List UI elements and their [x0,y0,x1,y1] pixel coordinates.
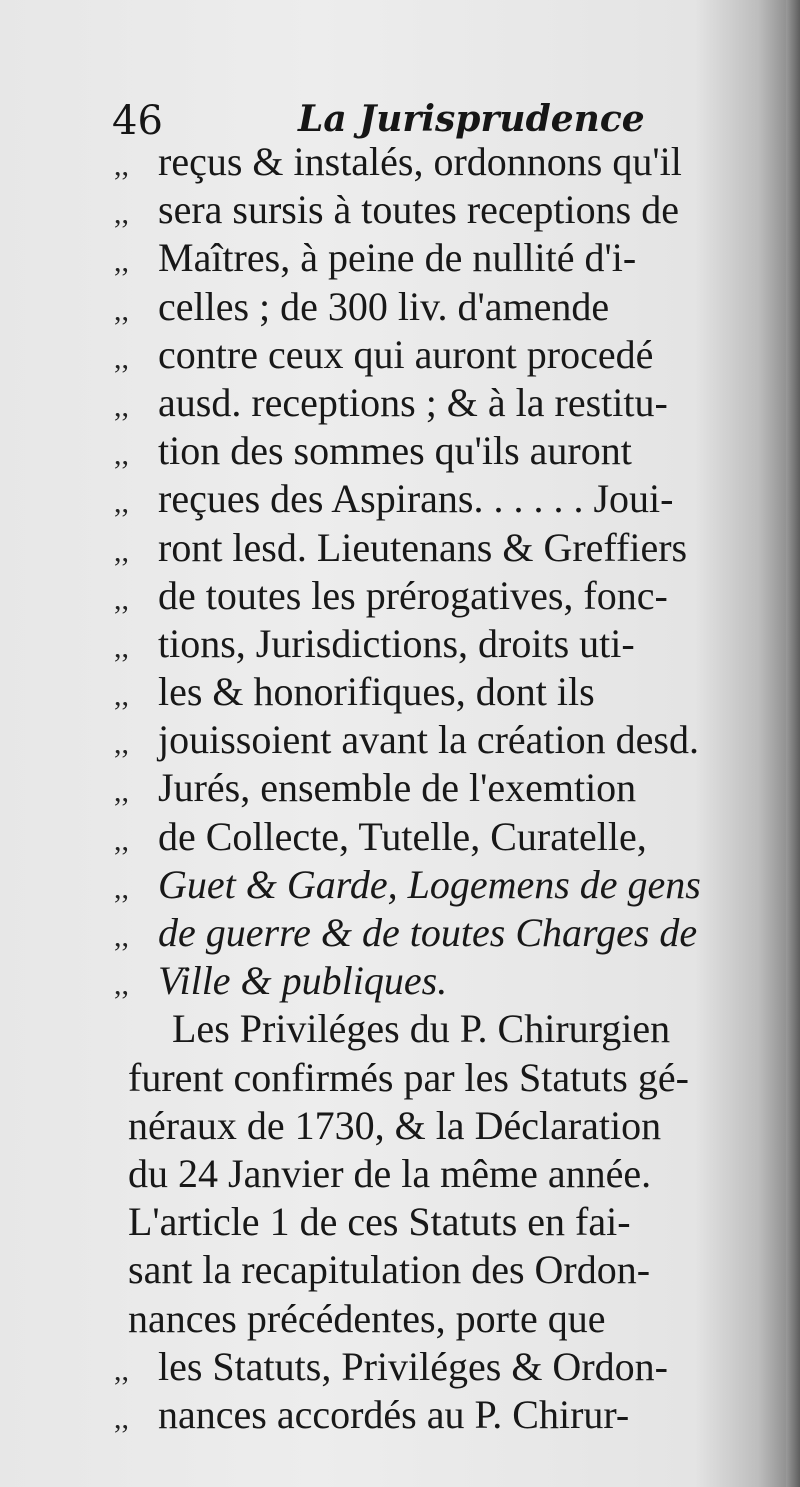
text-line [114,861,738,909]
line-text: nances précédentes, porte que [128,1295,606,1341]
quote-mark: ,, [114,679,129,713]
line-text: ausd. receptions ; & à la restitu- [158,379,668,425]
quote-mark: ,, [114,341,129,375]
body-text [114,138,738,1439]
text-line [114,909,738,957]
line-text: Ville & publiques. [158,958,448,1004]
quote-mark: ,, [114,197,129,231]
quote-mark: ,, [114,871,129,905]
line-text: Maîtres, à peine de nullité d'i- [158,235,637,281]
text-line [114,1005,738,1053]
quote-mark: ,, [114,1401,129,1435]
text-line [114,1102,738,1150]
line-text: tion des sommes qu'ils auront [158,428,632,474]
line-text: L'article 1 de ces Statuts en fai- [128,1199,631,1245]
quote-mark: ,, [114,534,129,568]
line-text: les Statuts, Priviléges & Ordon- [158,1343,668,1389]
quote-mark: ,, [114,920,129,953]
text-line [114,475,738,523]
book-gutter [786,0,800,1487]
quote-mark: ,, [114,293,129,327]
quote-mark: ,, [114,727,129,761]
text-line [114,764,738,812]
text-line [114,572,738,620]
text-line [114,427,738,475]
line-text: reçues des Aspirans. . . . . . Joui- [158,476,674,522]
quote-mark: ,, [114,968,129,1002]
line-text: reçus & instalés, ordonnons qu'il [158,139,682,184]
text-line [114,668,738,716]
line-text: contre ceux qui auront procedé [158,331,654,377]
text-line [114,138,738,186]
text-line [114,1343,738,1391]
line-text: sera sursis à toutes receptions de [158,187,679,233]
line-text: les & honorifiques, dont ils [158,669,595,715]
text-line [114,1246,738,1294]
line-text: ront lesd. Lieutenans & Greffiers [158,524,688,570]
quote-mark: ,, [114,1353,129,1387]
text-line [114,957,738,1005]
line-text: Les Priviléges du P. Chirurgien [172,1006,671,1052]
line-text: sant la recapitulation des Ordon- [128,1247,651,1293]
text-line [114,1054,738,1102]
line-text: furent confirmés par les Statuts gé- [128,1054,689,1100]
quote-mark: ,, [114,775,129,809]
quote-mark: ,, [114,486,129,520]
line-text: de Collecte, Tutelle, Curatelle, [158,813,647,859]
quote-mark: ,, [114,823,129,857]
quote-mark: ,, [114,389,129,423]
line-text: Guet & Garde, Logemens de gens [158,861,701,907]
text-line [114,234,738,282]
text-line [114,1391,738,1439]
text-line [114,716,738,764]
running-title: La Jurisprudence [298,98,645,140]
line-text: Jurés, ensemble de l'exemtion [158,765,637,811]
line-text: jouissoient avant la création desd. [158,717,699,763]
text-line [114,524,738,572]
text-line [114,379,738,427]
line-text: de guerre & de toutes Charges de [158,910,698,955]
quote-mark: ,, [114,149,129,182]
text-line [114,1150,738,1198]
quote-mark: ,, [114,438,129,472]
line-text: celles ; de 300 liv. d'amende [158,283,610,329]
text-line [114,283,738,331]
quote-mark: ,, [114,582,129,616]
text-line [114,1295,738,1343]
line-text: de toutes les prérogatives, fonc- [158,572,668,618]
quote-mark: ,, [114,630,129,664]
line-text: nances accordés au P. Chirur- [158,1391,630,1437]
line-text: du 24 Janvier de la même année. [128,1150,652,1196]
text-line [114,1198,738,1246]
page-number: 46 [112,98,163,144]
text-line [114,186,738,234]
quote-mark: ,, [114,245,129,279]
text-line [114,813,738,861]
line-text: néraux de 1730, & la Déclaration [128,1102,662,1148]
text-line [114,620,738,668]
text-line [114,331,738,379]
line-text: tions, Jurisdictions, droits uti- [158,620,635,666]
